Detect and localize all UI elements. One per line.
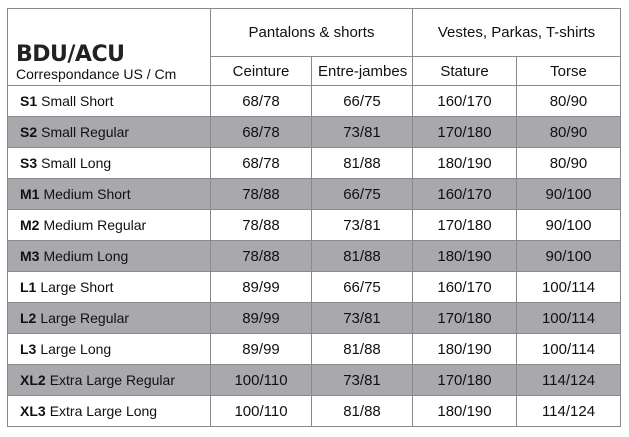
table-row xyxy=(8,148,621,179)
size-label-cell xyxy=(8,148,211,179)
stature-cell: 170/180 xyxy=(413,303,517,334)
ceinture-cell: 68/78 xyxy=(211,86,312,117)
torse-cell: 80/90 xyxy=(517,117,621,148)
ceinture-cell: 68/78 xyxy=(211,148,312,179)
ceinture-cell: 89/99 xyxy=(211,334,312,365)
size-name: Small Short xyxy=(41,93,114,109)
entre-jambes-cell: 81/88 xyxy=(312,396,413,427)
size-code: S1 xyxy=(20,93,38,109)
group-header-pants: Pantalons & shorts xyxy=(211,9,413,57)
stature-cell: 160/170 xyxy=(413,86,517,117)
table-row xyxy=(8,210,621,241)
stature-cell: 170/180 xyxy=(413,365,517,396)
size-label-cell xyxy=(8,117,211,148)
size-label-cell xyxy=(8,179,211,210)
size-label-cell xyxy=(8,396,211,427)
stature-cell: 170/180 xyxy=(413,210,517,241)
size-code: M1 xyxy=(20,186,40,202)
torse-cell: 100/114 xyxy=(517,303,621,334)
stature-cell: 180/190 xyxy=(413,148,517,179)
chart-subtitle: Correspondance US / Cm xyxy=(16,66,177,82)
stature-cell: 170/180 xyxy=(413,117,517,148)
size-name: Large Short xyxy=(40,279,114,295)
size-code: L1 xyxy=(20,279,37,295)
stature-cell: 160/170 xyxy=(413,179,517,210)
size-code: XL3 xyxy=(20,403,46,419)
entre-jambes-cell: 81/88 xyxy=(312,334,413,365)
size-label-cell xyxy=(8,86,211,117)
size-code: L2 xyxy=(20,310,37,326)
ceinture-cell: 89/99 xyxy=(211,303,312,334)
torse-cell: 90/100 xyxy=(517,179,621,210)
table-row xyxy=(8,86,621,117)
size-label-cell xyxy=(8,303,211,334)
ceinture-cell: 68/78 xyxy=(211,117,312,148)
entre-jambes-cell: 73/81 xyxy=(312,303,413,334)
table-row xyxy=(8,334,621,365)
torse-cell: 80/90 xyxy=(517,86,621,117)
size-name: Small Long xyxy=(41,155,112,171)
table-row xyxy=(8,179,621,210)
ceinture-cell: 100/110 xyxy=(211,396,312,427)
table-row xyxy=(8,241,621,272)
size-label-cell xyxy=(8,272,211,303)
size-label-cell xyxy=(8,241,211,272)
size-label-cell xyxy=(8,210,211,241)
stature-cell: 160/170 xyxy=(413,272,517,303)
size-code: M3 xyxy=(20,248,40,264)
size-name: Extra Large Long xyxy=(49,403,158,419)
table-row xyxy=(8,396,621,427)
column-header-ceinture: Ceinture xyxy=(211,57,312,86)
entre-jambes-cell: 73/81 xyxy=(312,210,413,241)
table-row xyxy=(8,272,621,303)
ceinture-cell: 78/88 xyxy=(211,179,312,210)
size-code: L3 xyxy=(20,341,37,357)
ceinture-cell: 78/88 xyxy=(211,241,312,272)
size-code: XL2 xyxy=(20,372,46,388)
entre-jambes-cell: 73/81 xyxy=(312,117,413,148)
size-name: Medium Long xyxy=(43,248,129,264)
torse-cell: 90/100 xyxy=(517,210,621,241)
entre-jambes-cell: 81/88 xyxy=(312,148,413,179)
size-label-cell xyxy=(8,365,211,396)
size-label-cell xyxy=(8,334,211,365)
ceinture-cell: 100/110 xyxy=(211,365,312,396)
size-table xyxy=(7,8,621,427)
torse-cell: 114/124 xyxy=(517,365,621,396)
group-header-jackets: Vestes, Parkas, T-shirts xyxy=(413,9,621,57)
stature-cell: 180/190 xyxy=(413,396,517,427)
title-cell xyxy=(8,9,211,86)
size-code: S2 xyxy=(20,124,38,140)
size-name: Small Regular xyxy=(41,124,130,140)
size-code: S3 xyxy=(20,155,38,171)
table-row xyxy=(8,117,621,148)
torse-cell: 80/90 xyxy=(517,148,621,179)
torse-cell: 100/114 xyxy=(517,272,621,303)
size-name: Large Long xyxy=(40,341,112,357)
torse-cell: 100/114 xyxy=(517,334,621,365)
torse-cell: 90/100 xyxy=(517,241,621,272)
header-row-groups xyxy=(8,9,621,57)
chart-title: BDU/ACU xyxy=(16,42,125,67)
entre-jambes-cell: 66/75 xyxy=(312,272,413,303)
ceinture-cell: 78/88 xyxy=(211,210,312,241)
table-row xyxy=(8,365,621,396)
entre-jambes-cell: 81/88 xyxy=(312,241,413,272)
column-header-torse: Torse xyxy=(517,57,621,86)
entre-jambes-cell: 66/75 xyxy=(312,86,413,117)
size-chart xyxy=(7,8,620,432)
column-header-stature: Stature xyxy=(413,57,517,86)
size-name: Medium Regular xyxy=(43,217,147,233)
size-code: M2 xyxy=(20,217,40,233)
column-header-entre-jambes: Entre-jambes xyxy=(312,57,413,86)
entre-jambes-cell: 73/81 xyxy=(312,365,413,396)
stature-cell: 180/190 xyxy=(413,241,517,272)
size-name: Extra Large Regular xyxy=(49,372,175,388)
table-row xyxy=(8,303,621,334)
ceinture-cell: 89/99 xyxy=(211,272,312,303)
stature-cell: 180/190 xyxy=(413,334,517,365)
size-name: Medium Short xyxy=(43,186,131,202)
size-name: Large Regular xyxy=(40,310,130,326)
torse-cell: 114/124 xyxy=(517,396,621,427)
entre-jambes-cell: 66/75 xyxy=(312,179,413,210)
